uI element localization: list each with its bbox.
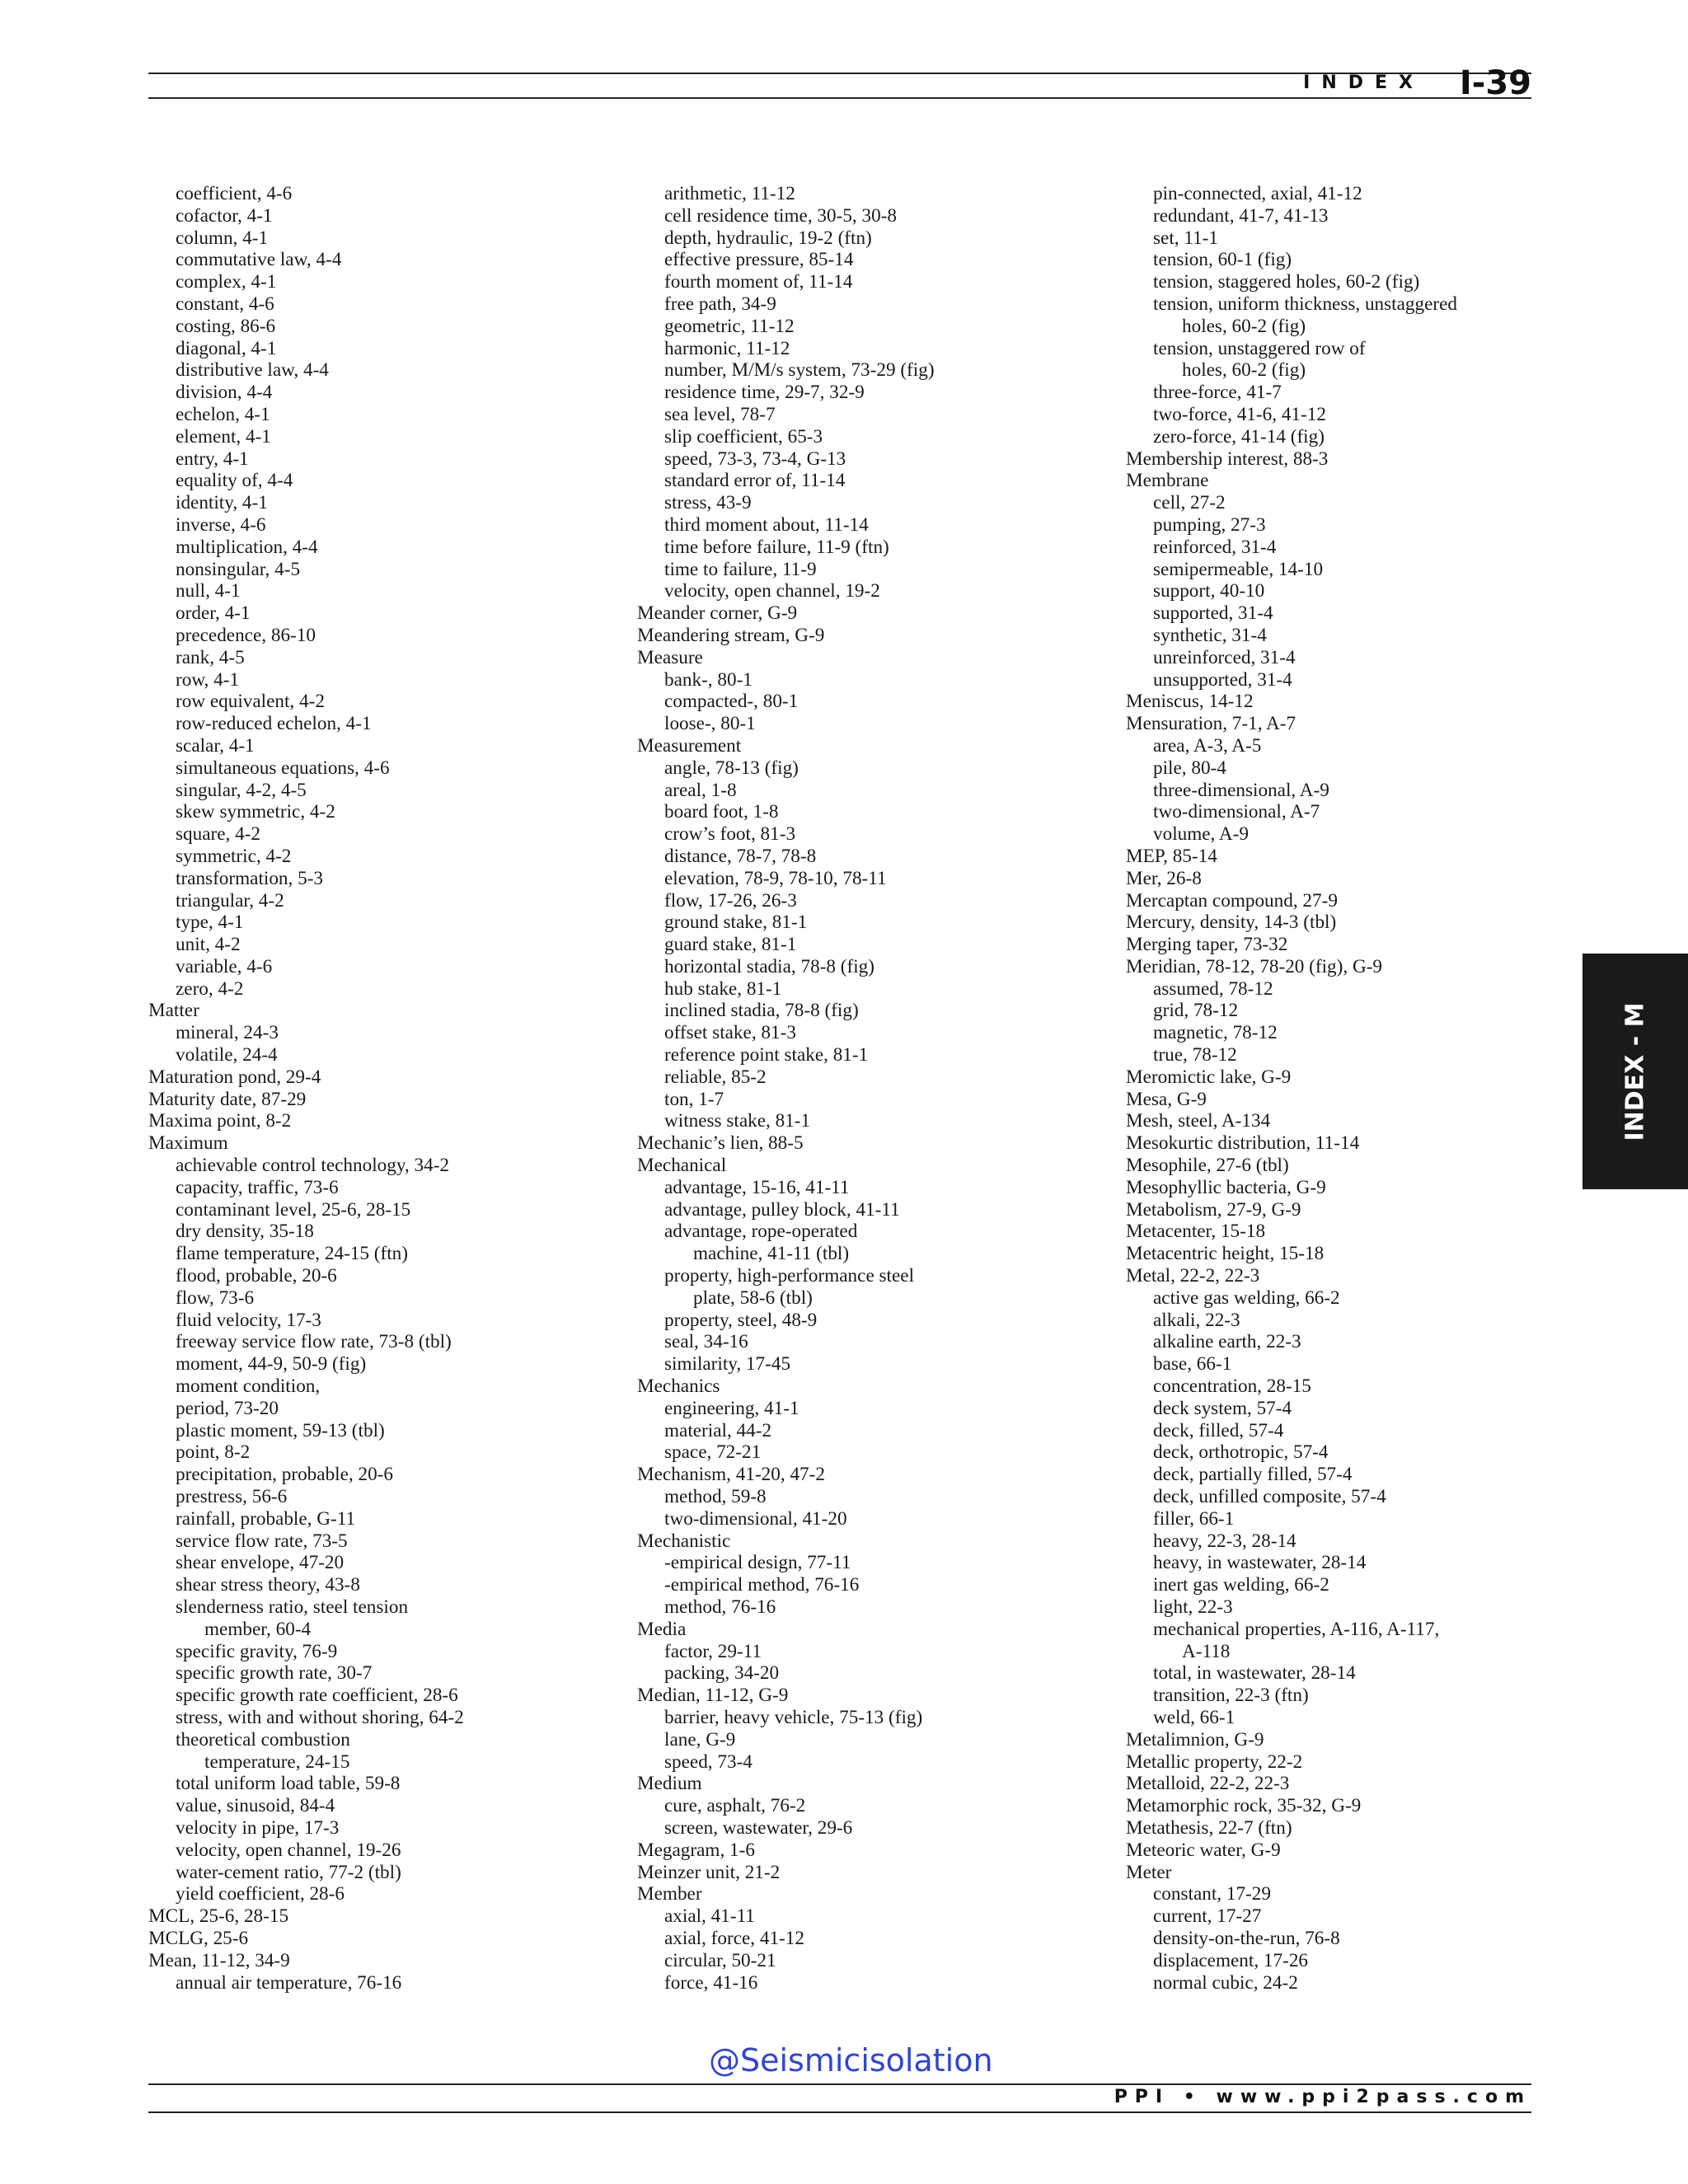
index-entry: synthetic, 31-4 [1153,624,1267,646]
index-entry: circular, 50-21 [664,1949,776,1971]
index-entry: reference point stake, 81-1 [664,1044,869,1066]
index-entry: speed, 73-4 [664,1750,753,1773]
index-entry: Mesokurtic distribution, 11-14 [1126,1132,1360,1155]
index-entry: compacted-, 80-1 [664,691,799,713]
index-entry: type, 4-1 [176,912,244,934]
index-entry: Mesh, steel, A-134 [1126,1110,1271,1132]
footer-rule-top [148,2083,1531,2085]
index-entry: -empirical method, 76-16 [664,1574,860,1596]
index-entry: Mechanics [637,1376,720,1398]
index-entry: screen, wastewater, 29-6 [664,1816,853,1839]
index-entry: holes, 60-2 (fig) [1182,359,1306,382]
index-entry: standard error of, 11-14 [664,470,846,492]
index-entry: Mer, 26-8 [1126,867,1202,889]
index-entry: advantage, 15-16, 41-11 [664,1176,850,1198]
index-entry: geometric, 11-12 [664,315,795,337]
index-entry: capacity, traffic, 73-6 [176,1176,339,1198]
index-entry: rank, 4-5 [176,646,245,668]
index-entry: tension, uniform thickness, unstaggered [1153,293,1457,315]
index-entry: MCL, 25-6, 28-15 [148,1905,289,1928]
index-entry: specific gravity, 76-9 [176,1640,338,1662]
index-entry: Metacenter, 15-18 [1126,1221,1266,1243]
index-entry: distance, 78-7, 78-8 [664,845,817,867]
index-entry: Metallic property, 22-2 [1126,1750,1303,1773]
index-entry: contaminant level, 25-6, 28-15 [176,1198,411,1221]
index-entry: free path, 34-9 [664,293,776,315]
index-entry: tension, 60-1 (fig) [1153,249,1292,271]
index-entry: plate, 58-6 (tbl) [693,1286,813,1309]
index-entry: fluid velocity, 17-3 [176,1309,321,1331]
index-entry: specific growth rate, 30-7 [176,1662,373,1685]
index-entry: complex, 4-1 [176,271,277,293]
index-entry: displacement, 17-26 [1153,1949,1309,1971]
index-entry: board foot, 1-8 [664,801,779,823]
index-entry: Maturation pond, 29-4 [148,1066,321,1088]
index-entry: number, M/M/s system, 73-29 (fig) [664,359,935,382]
index-entry: water-cement ratio, 77-2 (tbl) [176,1861,401,1883]
index-entry: Meridian, 78-12, 78-20 (fig), G-9 [1126,955,1383,977]
index-entry: cure, asphalt, 76-2 [664,1795,806,1817]
index-entry: two-force, 41-6, 41-12 [1153,403,1326,425]
index-entry: fourth moment of, 11-14 [664,271,853,293]
index-entry: moment, 44-9, 50-9 (fig) [176,1353,367,1376]
index-entry: loose-, 80-1 [664,713,756,735]
index-entry: row, 4-1 [176,668,240,691]
index-entry: light, 22-3 [1153,1596,1233,1618]
index-entry: entry, 4-1 [176,448,249,470]
index-entry: nonsingular, 4-5 [176,558,301,580]
index-entry: true, 78-12 [1153,1044,1237,1066]
index-entry: Mechanistic [637,1530,731,1552]
index-entry: pumping, 27-3 [1153,513,1266,536]
index-entry: two-dimensional, 41-20 [664,1507,847,1530]
index-entry: Media [637,1618,687,1640]
index-entry: density-on-the-run, 76-8 [1153,1927,1340,1949]
index-entry: velocity in pipe, 17-3 [176,1816,340,1839]
index-entry: order, 4-1 [176,602,251,625]
index-entry: elevation, 78-9, 78-10, 78-11 [664,867,887,889]
index-entry: variable, 4-6 [176,955,273,977]
index-entry: shear stress theory, 43-8 [176,1574,360,1596]
index-entry: semipermeable, 14-10 [1153,558,1324,580]
index-entry: Maximum [148,1132,228,1155]
index-entry: advantage, pulley block, 41-11 [664,1198,900,1221]
index-entry: Measure [637,646,703,668]
index-entry: time before failure, 11-9 (ftn) [664,536,889,558]
index-column-1 [148,183,464,1994]
index-entry: Mesophyllic bacteria, G-9 [1126,1176,1326,1198]
index-entry: triangular, 4-2 [176,889,284,912]
index-entry: inert gas welding, 66-2 [1153,1574,1329,1596]
index-entry: residence time, 29-7, 32-9 [664,382,865,404]
index-entry: cell residence time, 30-5, 30-8 [664,204,898,227]
index-entry: third moment about, 11-14 [664,513,869,536]
index-entry: member, 60-4 [204,1618,312,1640]
index-entry: Meter [1126,1861,1172,1883]
index-entry: transition, 22-3 (ftn) [1153,1685,1309,1707]
index-entry: Matter [148,1000,199,1022]
index-entry: angle, 78-13 (fig) [664,757,799,779]
index-entry: axial, force, 41-12 [664,1927,804,1949]
index-entry: velocity, open channel, 19-26 [176,1839,401,1861]
index-entry: pile, 80-4 [1153,757,1226,779]
index-entry: inverse, 4-6 [176,513,266,536]
index-entry: current, 17-27 [1153,1905,1262,1928]
index-entry: specific growth rate coefficient, 28-6 [176,1685,458,1707]
index-entry: holes, 60-2 (fig) [1182,315,1306,337]
index-entry: Mercaptan compound, 27-9 [1126,889,1338,912]
index-entry: Maxima point, 8-2 [148,1110,292,1132]
index-entry: Megagram, 1-6 [637,1839,755,1861]
index-entry: plastic moment, 59-13 (tbl) [176,1419,385,1441]
index-entry: Membrane [1126,470,1209,492]
index-entry: area, A-3, A-5 [1153,734,1262,757]
index-entry: coefficient, 4-6 [176,183,293,204]
index-entry: factor, 29-11 [664,1640,762,1662]
index-entry: zero, 4-2 [176,977,244,1000]
index-entry: Meniscus, 14-12 [1126,691,1254,713]
index-entry: Meander corner, G-9 [637,602,798,625]
index-entry: pin-connected, axial, 41-12 [1153,183,1362,204]
index-entry: assumed, 78-12 [1153,977,1273,1000]
index-entry: Median, 11-12, G-9 [637,1685,789,1707]
index-entry: deck system, 57-4 [1153,1397,1292,1419]
index-entry: machine, 41-11 (tbl) [693,1243,850,1265]
index-entry: MEP, 85-14 [1126,845,1217,867]
index-entry: prestress, 56-6 [176,1486,288,1508]
index-entry: moment condition, [176,1376,321,1398]
index-entry: period, 73-20 [176,1397,279,1419]
header-rule-bottom [148,97,1531,99]
index-entry: seal, 34-16 [664,1331,748,1353]
index-entry: concentration, 28-15 [1153,1376,1311,1398]
index-entry: -empirical design, 77-11 [664,1552,851,1574]
index-entry: slip coefficient, 65-3 [664,425,823,448]
index-entry: MCLG, 25-6 [148,1927,249,1949]
index-entry: reinforced, 31-4 [1153,536,1277,558]
index-entry: velocity, open channel, 19-2 [664,580,880,602]
index-entry: constant, 4-6 [176,293,274,315]
page-number: I-39 [1459,64,1531,102]
index-entry: shear envelope, 47-20 [176,1552,345,1574]
index-column-2 [637,183,935,1994]
index-entry: deck, orthotropic, 57-4 [1153,1441,1329,1464]
index-entry: achievable control technology, 34-2 [176,1155,450,1177]
index-entry: base, 66-1 [1153,1353,1232,1376]
index-entry: unit, 4-2 [176,934,241,956]
index-entry: horizontal stadia, 78-8 (fig) [664,955,874,977]
index-entry: precipitation, probable, 20-6 [176,1464,393,1486]
index-entry: similarity, 17-45 [664,1353,791,1376]
index-entry: Mechanical [637,1155,727,1177]
section-tab-label: INDEX - M [1620,1002,1650,1141]
index-entry: space, 72-21 [664,1441,762,1464]
index-entry: barrier, heavy vehicle, 75-13 (fig) [664,1706,923,1728]
index-entry: areal, 1-8 [664,779,737,801]
index-entry: row equivalent, 4-2 [176,691,325,713]
index-entry: equality of, 4-4 [176,470,293,492]
index-entry: column, 4-1 [176,227,269,249]
index-entry: offset stake, 81-3 [664,1022,796,1044]
index-entry: Meinzer unit, 21-2 [637,1861,781,1883]
index-entry: weld, 66-1 [1153,1706,1236,1728]
index-entry: Metalimnion, G-9 [1126,1728,1264,1750]
index-entry: identity, 4-1 [176,492,268,514]
index-entry: magnetic, 78-12 [1153,1022,1278,1044]
index-entry: element, 4-1 [176,425,271,448]
index-entry: advantage, rope-operated [664,1221,858,1243]
index-entry: Mesa, G-9 [1126,1088,1207,1110]
index-entry: hub stake, 81-1 [664,977,782,1000]
index-entry: witness stake, 81-1 [664,1110,811,1132]
index-entry: square, 4-2 [176,823,261,846]
index-entry: Meandering stream, G-9 [637,624,825,646]
index-entry: deck, partially filled, 57-4 [1153,1464,1353,1486]
index-entry: arithmetic, 11-12 [664,183,795,204]
index-entry: Mesophile, 27-6 (tbl) [1126,1155,1289,1177]
index-entry: property, steel, 48-9 [664,1309,818,1331]
index-entry: inclined stadia, 78-8 (fig) [664,1000,859,1022]
index-entry: singular, 4-2, 4-5 [176,779,307,801]
index-entry: bank-, 80-1 [664,668,753,691]
index-entry: speed, 73-3, 73-4, G-13 [664,448,846,470]
index-entry: three-force, 41-7 [1153,382,1282,404]
index-entry: crow’s foot, 81-3 [664,823,796,846]
index-entry: precedence, 86-10 [176,624,316,646]
index-entry: Merging taper, 73-32 [1126,934,1288,956]
index-entry: grid, 78-12 [1153,1000,1239,1022]
index-entry: constant, 17-29 [1153,1883,1271,1905]
index-entry: method, 76-16 [664,1596,776,1618]
watermark: @Seismicisolation [709,2042,993,2079]
index-entry: unsupported, 31-4 [1153,668,1292,691]
index-entry: active gas welding, 66-2 [1153,1286,1340,1309]
index-entry: dry density, 35-18 [176,1221,314,1243]
index-entry: ground stake, 81-1 [664,912,808,934]
index-entry: harmonic, 11-12 [664,337,790,359]
index-entry: stress, with and without shoring, 64-2 [176,1706,464,1728]
index-entry: Metacentric height, 15-18 [1126,1243,1325,1265]
index-entry: Medium [637,1773,702,1795]
index-entry: volatile, 24-4 [176,1044,278,1066]
index-entry: flood, probable, 20-6 [176,1265,337,1287]
index-entry: mechanical properties, A-116, A-117, [1153,1618,1440,1640]
index-entry: skew symmetric, 4-2 [176,801,335,823]
index-entry: heavy, 22-3, 28-14 [1153,1530,1296,1552]
index-entry: support, 40-10 [1153,580,1265,602]
index-entry: supported, 31-4 [1153,602,1273,625]
index-entry: guard stake, 81-1 [664,934,797,956]
index-entry: lane, G-9 [664,1728,736,1750]
index-entry: total uniform load table, 59-8 [176,1773,401,1795]
index-entry: slenderness ratio, steel tension [176,1596,409,1618]
index-entry: filler, 66-1 [1153,1507,1235,1530]
index-entry: heavy, in wastewater, 28-14 [1153,1552,1367,1574]
index-entry: axial, 41-11 [664,1905,755,1928]
index-entry: total, in wastewater, 28-14 [1153,1662,1356,1685]
index-entry: force, 41-16 [664,1971,758,1994]
index-entry: rainfall, probable, G-11 [176,1507,356,1530]
index-entry: Metalloid, 22-2, 22-3 [1126,1773,1290,1795]
index-entry: flow, 17-26, 26-3 [664,889,797,912]
index-entry: Mechanic’s lien, 88-5 [637,1132,804,1155]
index-entry: null, 4-1 [176,580,241,602]
index-entry: volume, A-9 [1153,823,1249,846]
index-entry: Member [637,1883,702,1905]
index-entry: cell, 27-2 [1153,492,1226,514]
index-entry: alkali, 22-3 [1153,1309,1240,1331]
index-entry: effective pressure, 85-14 [664,249,854,271]
index-entry: yield coefficient, 28-6 [176,1883,345,1905]
index-entry: Measurement [637,734,742,757]
index-entry: A-118 [1182,1640,1231,1662]
index-entry: material, 44-2 [664,1419,772,1441]
footer-text: PPI • www.ppi2pass.com [1114,2087,1531,2107]
index-entry: service flow rate, 73-5 [176,1530,348,1552]
index-entry: simultaneous equations, 4-6 [176,757,390,779]
index-entry: row-reduced echelon, 4-1 [176,713,372,735]
index-entry: distributive law, 4-4 [176,359,329,382]
index-entry: Meteoric water, G-9 [1126,1839,1281,1861]
index-entry: property, high-performance steel [664,1265,915,1287]
index-entry: three-dimensional, A-9 [1153,779,1329,801]
index-entry: set, 11-1 [1153,227,1218,249]
index-entry: costing, 86-6 [176,315,276,337]
index-entry: stress, 43-9 [664,492,752,514]
footer-rule-bottom [148,2111,1531,2113]
index-entry: redundant, 41-7, 41-13 [1153,204,1329,227]
index-entry: time to failure, 11-9 [664,558,817,580]
index-entry: packing, 34-20 [664,1662,780,1685]
index-entry: deck, filled, 57-4 [1153,1419,1284,1441]
index-entry: normal cubic, 24-2 [1153,1971,1298,1994]
index-entry: division, 4-4 [176,382,273,404]
index-entry: freeway service flow rate, 73-8 (tbl) [176,1331,452,1353]
index-entry: annual air temperature, 76-16 [176,1971,402,1994]
index-entry: deck, unfilled composite, 57-4 [1153,1486,1386,1508]
index-entry: tension, staggered holes, 60-2 (fig) [1153,271,1420,293]
index-entry: value, sinusoid, 84-4 [176,1795,335,1817]
index-entry: unreinforced, 31-4 [1153,646,1296,668]
index-entry: ton, 1-7 [664,1088,724,1110]
index-entry: sea level, 78-7 [664,403,776,425]
index-entry: tension, unstaggered row of [1153,337,1366,359]
index-entry: point, 8-2 [176,1441,251,1464]
index-entry: reliable, 85-2 [664,1066,767,1088]
index-entry: Mean, 11-12, 34-9 [148,1949,290,1971]
index-entry: engineering, 41-1 [664,1397,799,1419]
index-entry: temperature, 24-15 [204,1750,350,1773]
index-entry: Maturity date, 87-29 [148,1088,307,1110]
index-entry: transformation, 5-3 [176,867,324,889]
index-entry: two-dimensional, A-7 [1153,801,1320,823]
index-entry: Mechanism, 41-20, 47-2 [637,1464,825,1486]
index-entry: Metal, 22-2, 22-3 [1126,1265,1260,1287]
index-entry: Metabolism, 27-9, G-9 [1126,1198,1301,1221]
index-entry: echelon, 4-1 [176,403,270,425]
section-label: INDEX [1303,73,1424,93]
index-entry: theoretical combustion [176,1728,350,1750]
index-entry: diagonal, 4-1 [176,337,277,359]
index-entry: multiplication, 4-4 [176,536,318,558]
index-entry: cofactor, 4-1 [176,204,273,227]
index-entry: flame temperature, 24-15 (ftn) [176,1243,408,1265]
index-entry: commutative law, 4-4 [176,249,342,271]
index-entry: Meromictic lake, G-9 [1126,1066,1292,1088]
index-column-3 [1126,183,1457,1994]
index-entry: symmetric, 4-2 [176,845,292,867]
index-entry: Membership interest, 88-3 [1126,448,1329,470]
index-entry: Mercury, density, 14-3 (tbl) [1126,912,1337,934]
index-entry: Metamorphic rock, 35-32, G-9 [1126,1795,1362,1817]
index-entry: alkaline earth, 22-3 [1153,1331,1301,1353]
index-entry: depth, hydraulic, 19-2 (ftn) [664,227,872,249]
index-entry: zero-force, 41-14 (fig) [1153,425,1325,448]
index-entry: Metathesis, 22-7 (ftn) [1126,1816,1292,1839]
index-entry: method, 59-8 [664,1486,767,1508]
index-entry: Mensuration, 7-1, A-7 [1126,713,1296,735]
index-entry: flow, 73-6 [176,1286,255,1309]
section-tab [1582,954,1688,1189]
index-entry: mineral, 24-3 [176,1022,279,1044]
index-entry: scalar, 4-1 [176,734,255,757]
